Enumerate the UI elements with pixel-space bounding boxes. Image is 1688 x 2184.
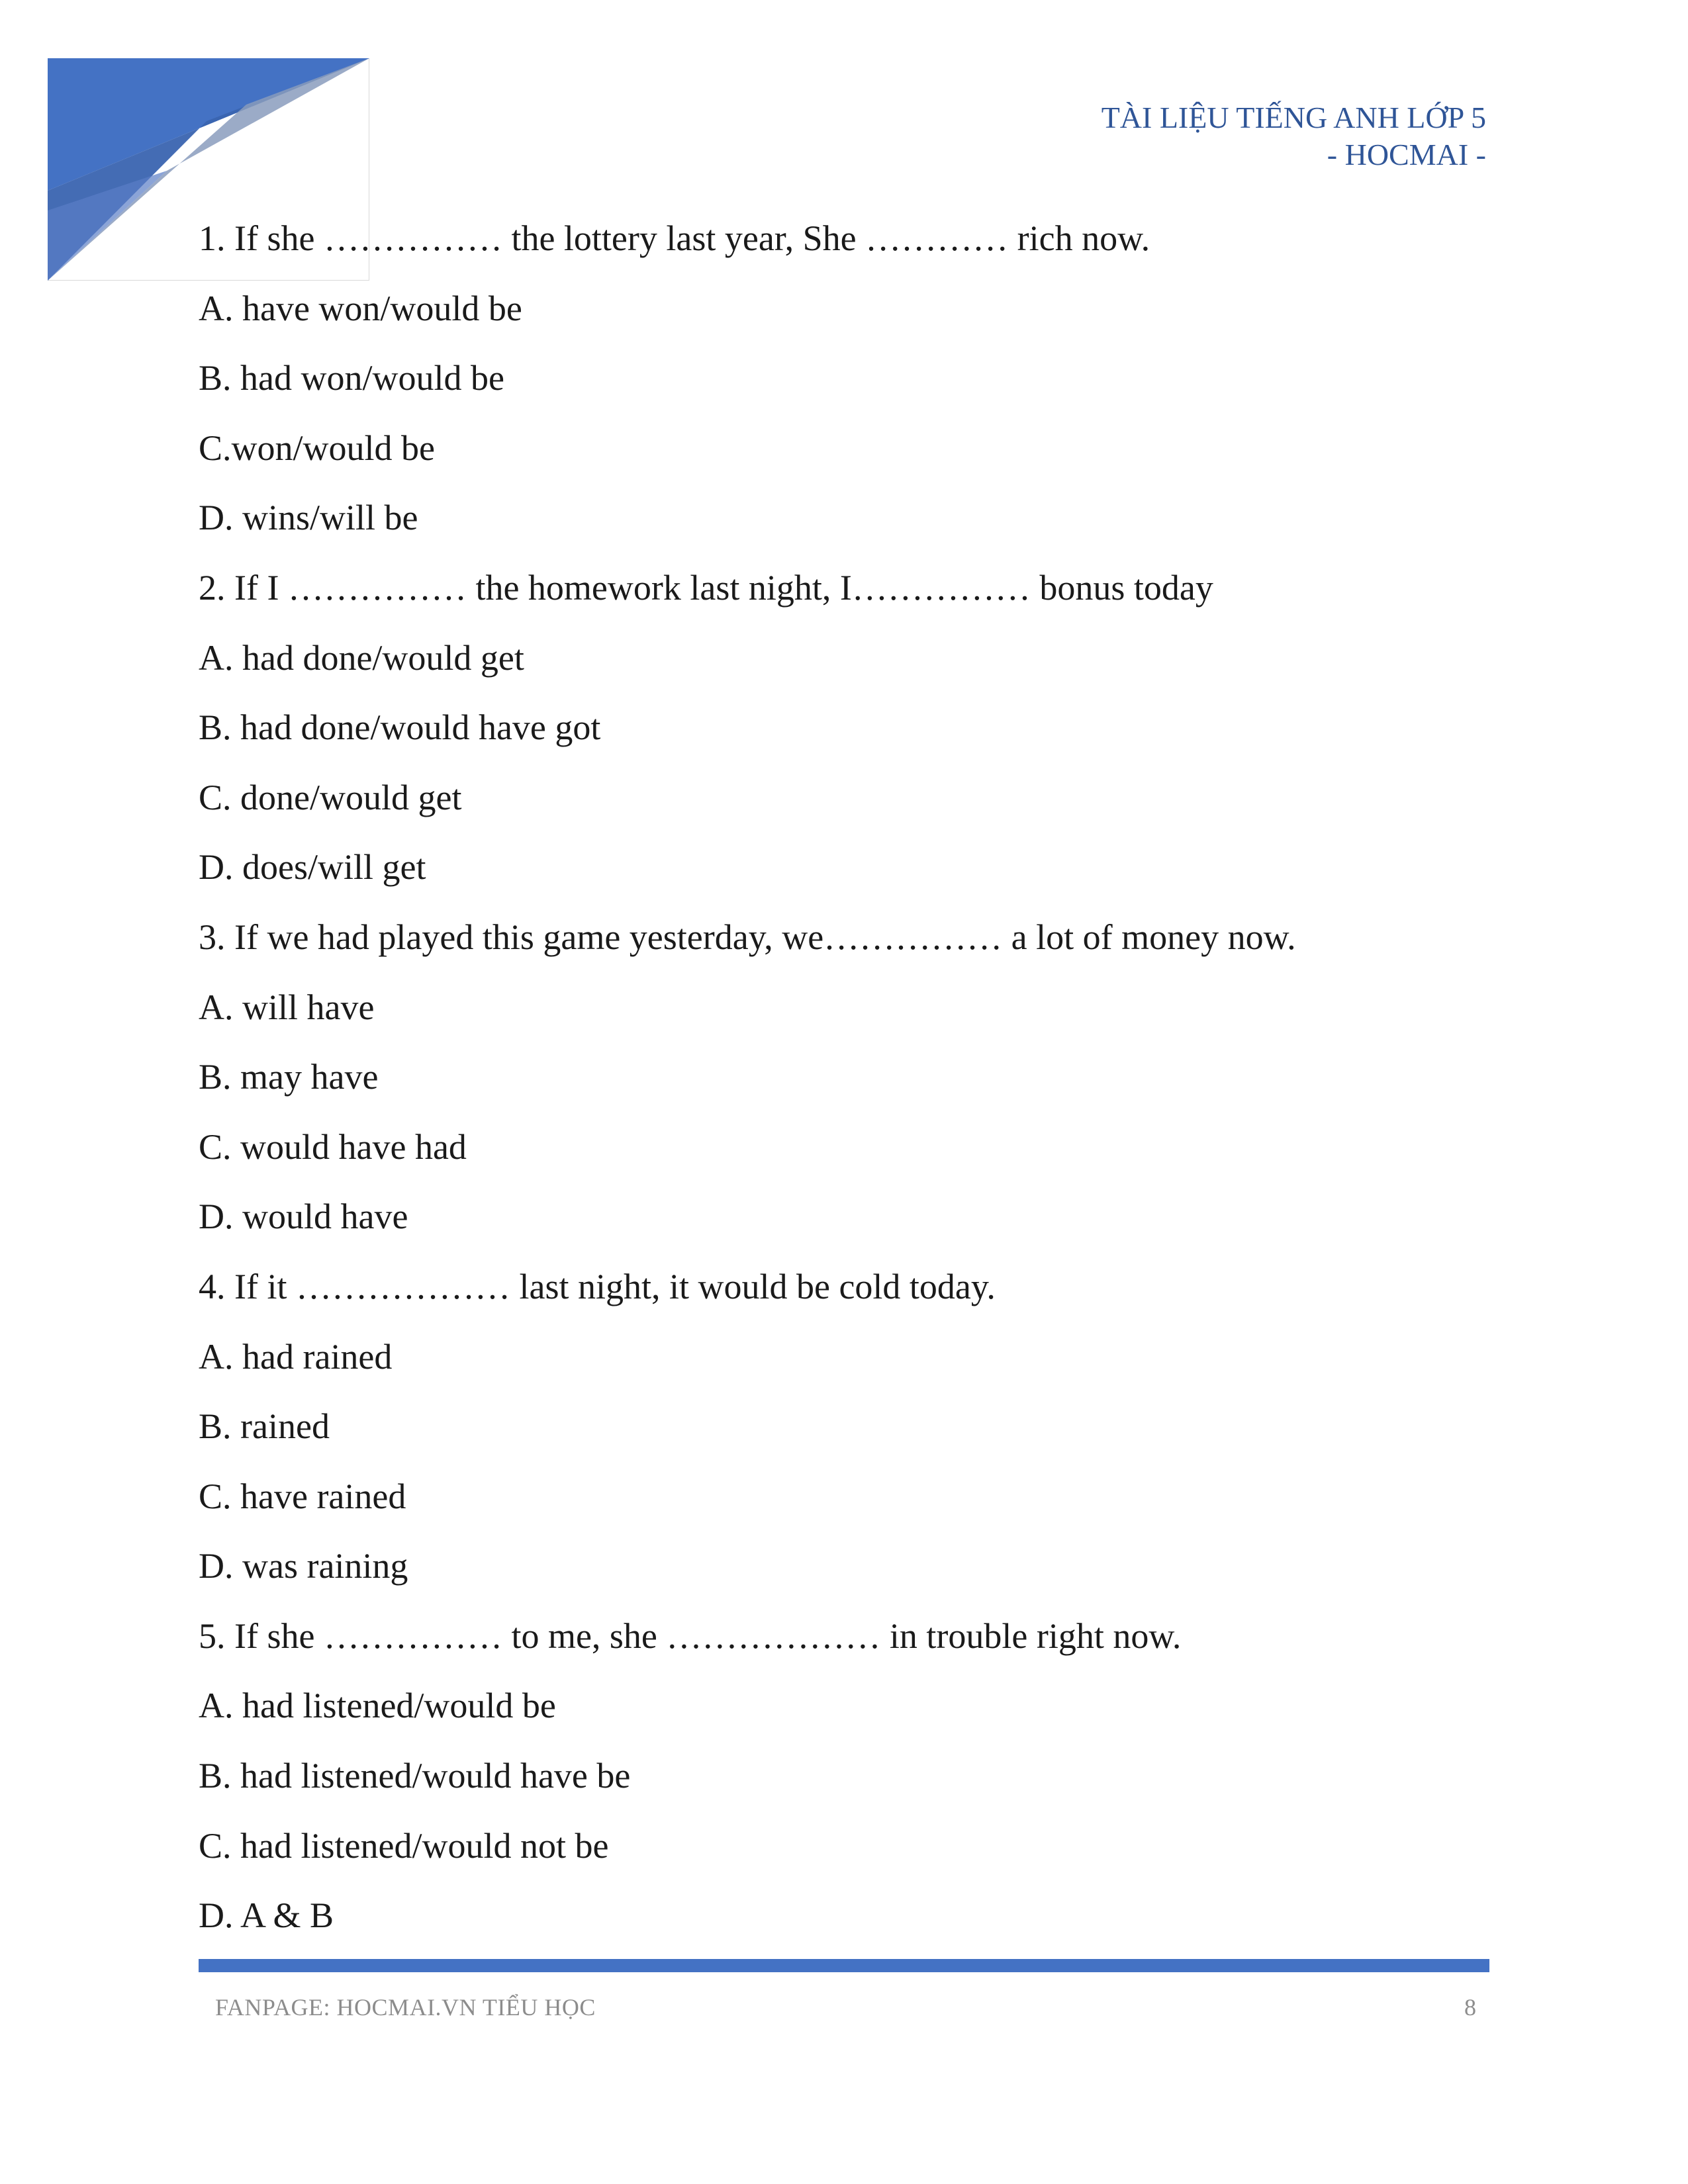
- question-2-option-c: C. done/would get: [199, 777, 462, 817]
- question-list: [199, 218, 1489, 1966]
- question-5-option-d: D. A & B: [199, 1895, 334, 1936]
- footer-fanpage: FANPAGE: HOCMAI.VN TIỂU HỌC: [215, 1994, 596, 2021]
- footer-divider: [199, 1959, 1489, 1972]
- question-2-option-d: D. does/will get: [199, 847, 426, 887]
- question-2-option-b: B. had done/would have got: [199, 707, 601, 748]
- question-3-option-d: D. would have: [199, 1197, 408, 1237]
- page-number: 8: [1464, 1994, 1476, 2021]
- question-1-option-b: B. had won/would be: [199, 358, 504, 398]
- header: [1102, 99, 1486, 173]
- header-subtitle: - HOCMAI -: [1327, 138, 1486, 171]
- question-3-stem: 3. If we had played this game yesterday, we…………… a lot of money now.: [199, 917, 1296, 957]
- header-title: TÀI LIỆU TIẾNG ANH LỚP 5: [1101, 101, 1486, 134]
- question-2-option-a: A. had done/would get: [199, 637, 524, 678]
- question-5-option-a: A. had listened/would be: [199, 1686, 556, 1726]
- question-3-option-a: A. will have: [199, 987, 375, 1027]
- question-4-option-b: B. rained: [199, 1406, 330, 1447]
- question-1-option-c: C.won/would be: [199, 428, 435, 468]
- question-5-stem: 5. If she …………… to me, she ……………… in trouble right now.: [199, 1615, 1182, 1656]
- question-1-option-a: A. have won/would be: [199, 288, 522, 328]
- question-4-stem: 4. If it ……………… last night, it would be cold today.: [199, 1266, 996, 1306]
- question-2-stem: 2. If I …………… the homework last night, I…………… bonus today: [199, 567, 1213, 608]
- question-3-option-b: B. may have: [199, 1057, 379, 1097]
- question-1-option-d: D. wins/will be: [199, 498, 418, 538]
- question-1-stem: 1. If she …………… the lottery last year, She ………… rich now.: [199, 218, 1150, 258]
- question-5-option-b: B. had listened/would have be: [199, 1756, 631, 1796]
- question-4-option-d: D. was raining: [199, 1546, 408, 1586]
- question-4-option-a: A. had rained: [199, 1336, 393, 1377]
- question-5-option-c: C. had listened/would not be: [199, 1825, 609, 1866]
- question-3-option-c: C. would have had: [199, 1126, 467, 1167]
- question-4-option-c: C. have rained: [199, 1476, 406, 1516]
